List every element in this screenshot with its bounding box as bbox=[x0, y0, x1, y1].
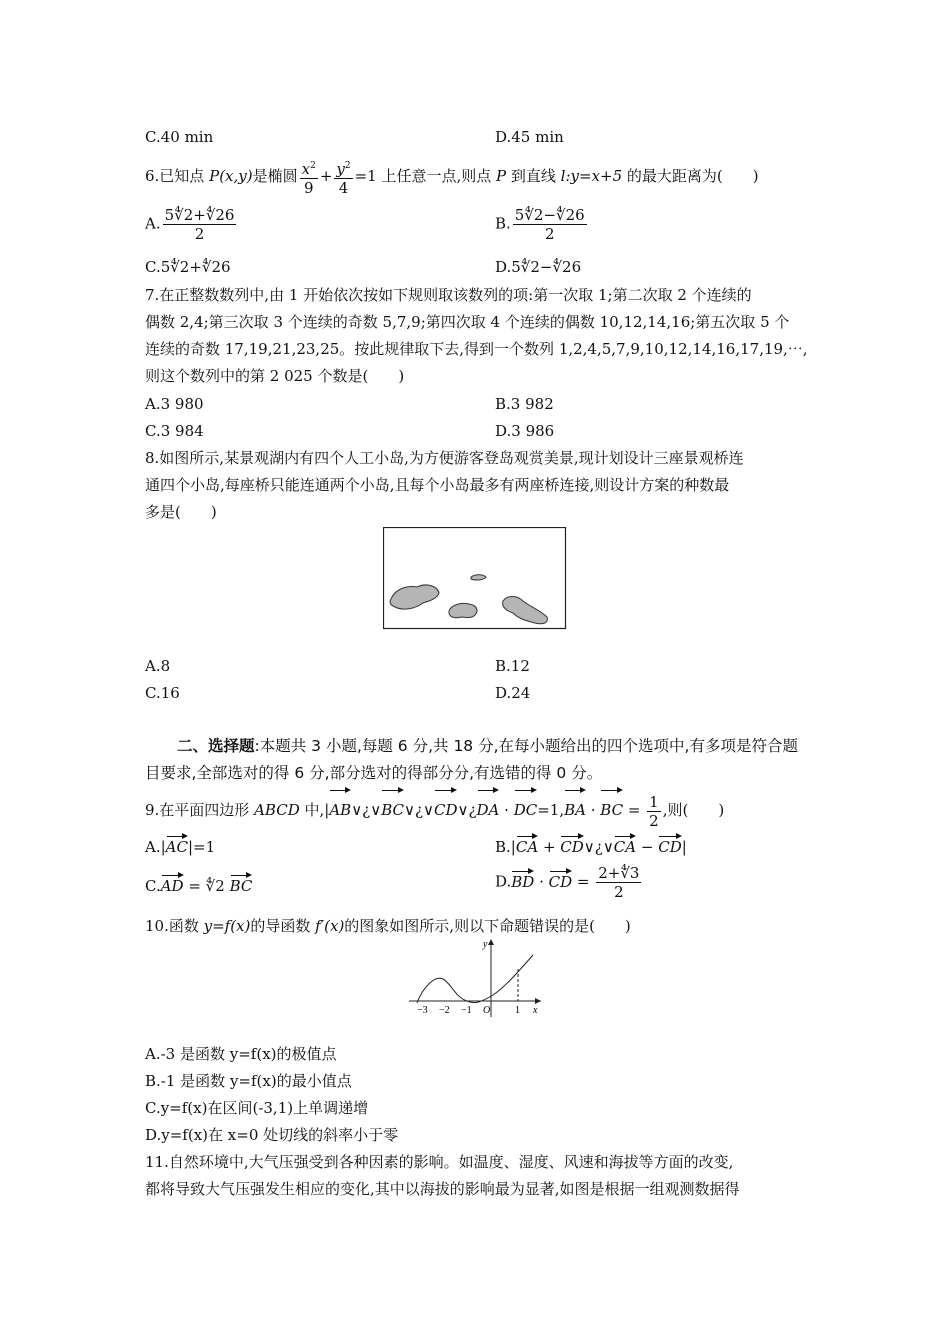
q11-line-2: 都将导致大气压强发生相应的变化,其中以海拔的影响最为显著,如图是根据一组观测数据得 bbox=[145, 1180, 740, 1198]
tick-neg2: −2 bbox=[439, 1005, 450, 1016]
q7-option-a: A.3 980 bbox=[145, 395, 204, 413]
q11-line-1: 11.自然环境中,大气压强受到各种因素的影响。如温度、湿度、风速和海拔等方面的改变, bbox=[145, 1153, 734, 1171]
q7-line-1: 7.在正整数数列中,由 1 开始依次按如下规则取该数列的项:第一次取 1;第二次取 2 个连续的 bbox=[145, 286, 752, 304]
vector-bc: BC bbox=[381, 788, 404, 828]
q6-option-a: A. $\frac{5∜2+∜26}{2}$ bbox=[145, 206, 235, 243]
q6-tail-p: P bbox=[496, 167, 507, 185]
q6-prefix: 6.已知点 bbox=[145, 167, 210, 185]
q9-option-c: C.AD = ∜2 BC bbox=[145, 873, 252, 895]
vector-dc: DC bbox=[514, 788, 538, 828]
vector-ab: AB bbox=[329, 788, 351, 828]
section-2-text: :本题共 3 小题,每题 6 分,共 18 分,在每小题给出的四个选项中,有多项是符合题目要求,全部选对的得 6 分,部分选对的得部分分,有选错的得 0 分。 bbox=[145, 737, 798, 782]
tick-neg3: −3 bbox=[417, 1005, 428, 1016]
y-axis-label: y bbox=[483, 939, 488, 950]
origin-label: O bbox=[483, 1005, 491, 1016]
q8-line-3: 多是( ) bbox=[145, 503, 217, 521]
q10-option-d: D.y=f(x)在 x=0 处切线的斜率小于零 bbox=[145, 1126, 399, 1144]
q6-frac-x: $\frac{x^2}{9}$ bbox=[300, 157, 318, 197]
q7-line-4: 则这个数列中的第 2 025 个数是( ) bbox=[145, 367, 405, 385]
q7-option-c: C.3 984 bbox=[145, 422, 204, 440]
q7-option-b: B.3 982 bbox=[495, 395, 554, 413]
q6-mid: 是椭圆 bbox=[252, 167, 298, 185]
q6-point: P bbox=[209, 167, 220, 185]
q8-option-b: B.12 bbox=[495, 657, 530, 675]
q6-line-eq: l:y=x+5 bbox=[560, 167, 623, 185]
q10-derivative-graph bbox=[405, 935, 545, 1020]
q9-option-a: A.|AC|=1 bbox=[145, 834, 215, 856]
q7-line-2: 偶数 2,4;第三次取 3 个连续的奇数 5,7,9;第四次取 4 个连续的偶数 10,12,14,16;第五次取 5 个 bbox=[145, 313, 790, 331]
q9-option-b: B.|CA + CD∨¿∨CA − CD| bbox=[495, 834, 687, 856]
q7-line-3: 连续的奇数 17,19,21,23,25。按此规律取下去,得到一个数列 1,2,4,5,7,9,10,12,14,16,17,19,⋯, bbox=[145, 340, 808, 358]
q6-tail1: =1 上任意一点,则点 bbox=[354, 167, 497, 185]
vector-bc-2: BC bbox=[600, 788, 623, 828]
q6-frac-y: $\frac{y^2}{4}$ bbox=[334, 157, 352, 197]
q6-option-c: C.5∜2+∜26 bbox=[145, 258, 231, 276]
vector-da: DA bbox=[477, 788, 500, 828]
q8-option-a: A.8 bbox=[145, 657, 171, 675]
q6-option-b: B. $\frac{5∜2-∜26}{2}$ bbox=[495, 206, 585, 243]
tick-neg1: −1 bbox=[461, 1005, 472, 1016]
q8-line-1: 8.如图所示,某景观湖内有四个人工小岛,为方便游客登岛观赏美景,现计划设计三座景观桥连 bbox=[145, 449, 744, 467]
q9-stem: 9.在平面四边形 ABCD 中,|AB∨¿∨BC∨¿∨CD∨¿DA · DC=1,BA · BC = $\frac{1}{2}$ ,则( ) bbox=[145, 788, 724, 830]
q10-stem: 10.函数 y=f(x)的导函数 f′(x)的图象如图所示,则以下命题错误的是( ) bbox=[145, 917, 631, 935]
q8-option-d: D.24 bbox=[495, 684, 531, 702]
q10-option-c: C.y=f(x)在区间(-3,1)上单调递增 bbox=[145, 1099, 369, 1117]
q10-option-b: B.-1 是函数 y=f(x)的最小值点 bbox=[145, 1072, 352, 1090]
q6-option-d: D.5∜2−∜26 bbox=[495, 258, 582, 276]
q5-option-d: D.45 min bbox=[495, 128, 564, 146]
island-2 bbox=[471, 575, 486, 580]
q8-lake-figure bbox=[383, 527, 567, 630]
vector-ba: BA bbox=[564, 788, 586, 828]
x-axis-label: x bbox=[533, 1005, 538, 1016]
derivative-curve bbox=[417, 955, 533, 1003]
q7-option-d: D.3 986 bbox=[495, 422, 555, 440]
section-2-heading bbox=[145, 733, 810, 787]
q6-coords: (x,y) bbox=[219, 167, 253, 185]
q9-option-d: D.BD · CD = $\frac{2+∜3}{2}$ bbox=[495, 864, 640, 901]
q8-option-c: C.16 bbox=[145, 684, 180, 702]
q5-option-c: C.40 min bbox=[145, 128, 214, 146]
q10-option-a: A.-3 是函数 y=f(x)的极值点 bbox=[145, 1045, 337, 1063]
tick-1: 1 bbox=[515, 1005, 520, 1016]
section-2-title: 二、选择题 bbox=[177, 737, 255, 755]
vector-cd: CD bbox=[434, 788, 458, 828]
q6-stem: 6.已知点 P(x,y)是椭圆 $\frac{x^2}{9}$ + $\frac{y^2}{4}$ =1 上任意一点,则点 P 到直线 l:y=x+5 的最大距离为( ) bbox=[145, 156, 759, 197]
q6-tail3: 的最大距离为( ) bbox=[622, 167, 759, 185]
q8-line-2: 通四个小岛,每座桥只能连通两个小岛,且每个小岛最多有两座桥连接,则设计方案的种数最 bbox=[145, 476, 730, 494]
q6-tail2: 到直线 bbox=[506, 167, 561, 185]
